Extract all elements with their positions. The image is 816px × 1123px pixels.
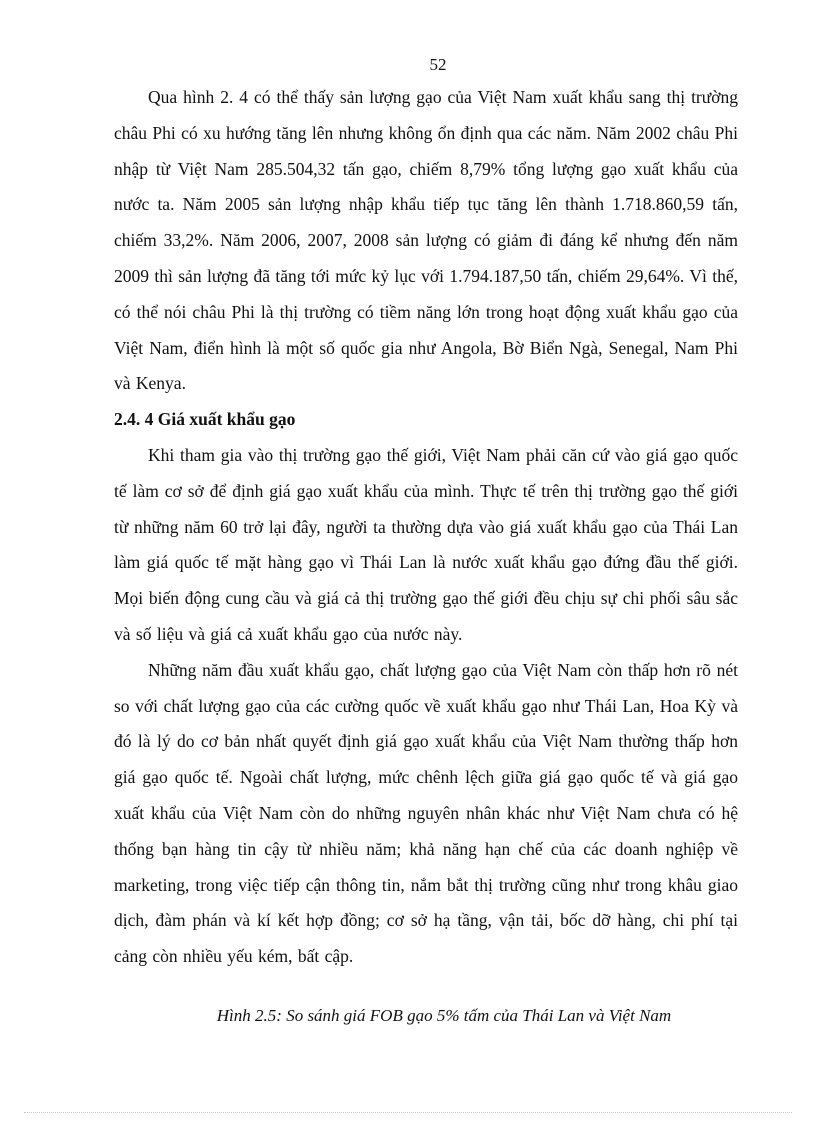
paragraph-international-price: Khi tham gia vào thị trường gạo thế giới, Việt Nam phải căn cứ vào giá gạo quốc tế làm cơ sở để định giá gạo xuất khẩu của mình. Thực tế trên thị trường gạo thế giới từ những năm 60 trở lại đây, người ta thường dựa vào giá xuất khẩu gạo của Thái Lan làm giá quốc tế mặt hàng gạo vì Thái Lan là nước xuất khẩu gạo đứng đầu thế giới. Mọi biến động cung cầu và giá cả thị trường gạo thế giới đều chịu sự chi phối sâu sắc và số liệu và giá cả xuất khẩu gạo của nước này. (114, 444, 738, 644)
page-number: 52 (429, 55, 447, 74)
figure-caption: Hình 2.5: So sánh giá FOB gạo 5% tấm của Thái Lan và Việt Nam (216, 1006, 672, 1025)
paragraph-africa-market: Qua hình 2. 4 có thể thấy sản lượng gạo của Việt Nam xuất khẩu sang thị trường châu Phi có xu hướng tăng lên nhưng không ổn định qua các năm. Năm 2002 châu Phi nhập từ Việt Nam 285.504,32 tấn gạo, chiếm 8,79% tổng lượng gạo xuất khẩu của nước ta. Năm 2005 sản lượng nhập khẩu tiếp tục tăng lên thành 1.718.860,59 tấn, chiếm 33,2%. Năm 2006, 2007, 2008 sản lượng có giảm đi đáng kể nhưng đến năm 2009 thì sản lượng đã tăng tới mức kỷ lục với 1.794.187,50 tấn, chiếm 29,64%. Vì thế, có thể nói châu Phi là thị trường có tiềm năng lớn trong hoạt động xuất khẩu gạo của Việt Nam, điển hình là một số quốc gia như Angola, Bờ Biển Ngà, Senegal, Nam Phi và Kenya. (114, 87, 738, 394)
document-body (114, 80, 738, 975)
page-bottom-divider (24, 1112, 792, 1113)
section-heading: 2.4. 4 Giá xuất khẩu gạo (114, 409, 296, 430)
paragraph-quality-gap: Những năm đầu xuất khẩu gạo, chất lượng gạo của Việt Nam còn thấp hơn rõ nét so với chất lượng gạo của các cường quốc về xuất khẩu gạo như Thái Lan, Hoa Kỳ và đó là lý do cơ bản nhất quyết định giá gạo xuất khẩu của Việt Nam thường thấp hơn giá gạo quốc tế. Ngoài chất lượng, mức chênh lệch giữa giá gạo quốc tế và giá gạo xuất khẩu của Việt Nam còn do những nguyên nhân khác như Việt Nam chưa có hệ thống bạn hàng tin cậy từ nhiều năm; khả năng hạn chế của các doanh nghiệp về marketing, trong việc tiếp cận thông tin, nắm bắt thị trường cũng như trong khâu giao dịch, đàm phán và kí kết hợp đồng; cơ sở hạ tầng, vận tải, bốc dỡ hàng, chi phí tại cảng còn nhiều yếu kém, bất cập. (114, 659, 738, 967)
